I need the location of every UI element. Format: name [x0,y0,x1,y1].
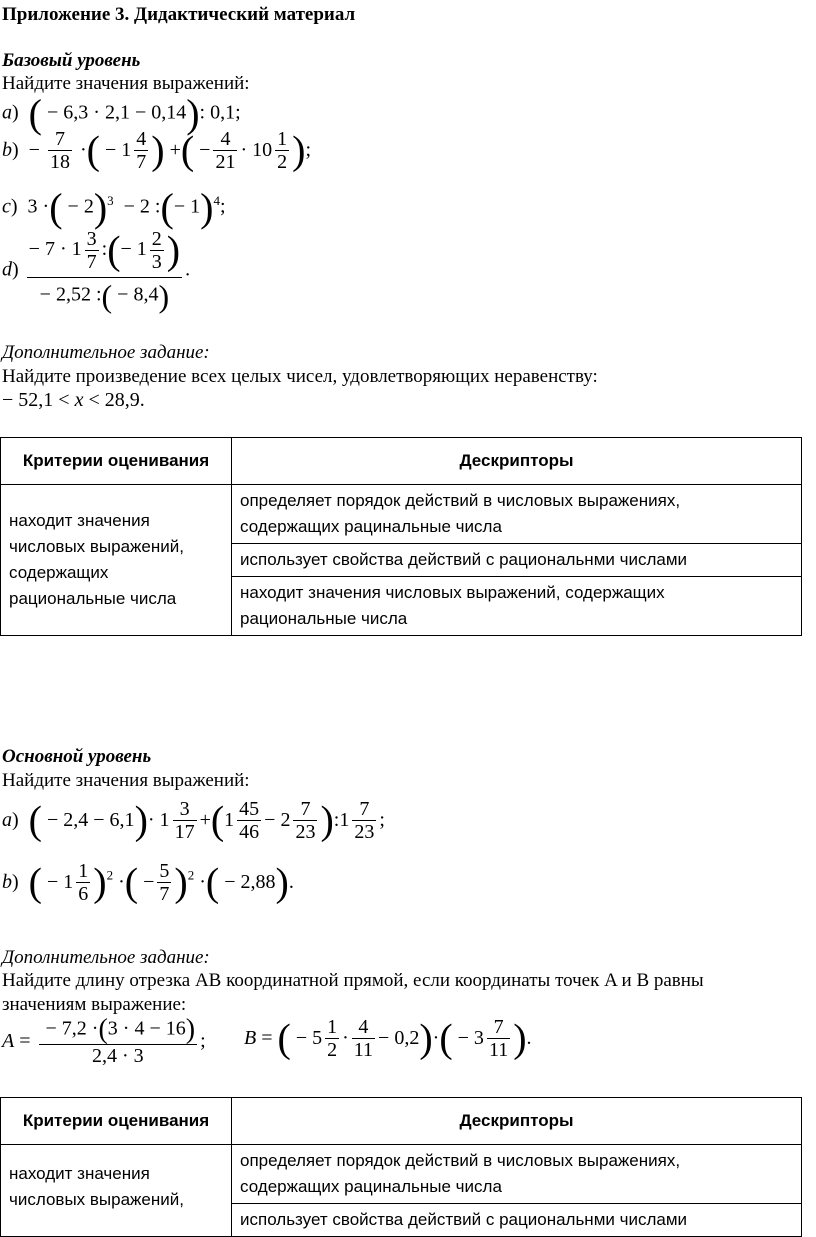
criterion-cell: находит значения числовых выражений, [1,1145,232,1237]
descriptors-header: Дескрипторы [232,438,802,485]
descriptor-cell: определяет порядок действий в числовых выражениях, содержащих рацинальные числа [232,485,802,544]
basic-expression-c: c) 3 ·( − 2)$^3$ − 2 :(− 1)$^4$; [2,185,226,230]
basic-inequality: − 52,1 < x < 28,9. [2,389,145,411]
descriptor-cell: находит значения числовых выражений, содержащих рациональные числа [232,577,802,636]
main-extra-label: Дополнительное задание: [2,947,210,968]
basic-expression-b: b) − $\frac{7}{18}$ ·( − 1 $\frac{4}{7}$ ) +( − $\frac{4}{21}$ · 10 $\frac{1}{2}$ ); [2,127,312,173]
basic-instruction: Найдите значения выражений: [2,73,250,94]
criteria-header: Критерии оценивания [1,438,232,485]
descriptor-cell: использует свойства действий с рациональнми числами [232,544,802,577]
descriptors-header: Дескрипторы [232,1098,802,1145]
criteria-header: Критерии оценивания [1,1098,232,1145]
basic-extra-task: Найдите произведение всех целых чисел, удовлетворяющих неравенству: [2,366,598,387]
criteria-table-main [0,1097,802,1237]
expression-B: B = ( − 5 $\frac{1}{2}$ · $\frac{4}{11}$ − 0,2)·( − 3 $\frac{7}{11}$ ). [244,1015,532,1061]
main-extra-task-line1: Найдите длину отрезка AB координатной прямой, если координаты точек A и B равны [2,970,704,991]
main-expression-b: b) ( − 1 $\frac{1}{6}$ )$^2$ ·( − $\frac{5}{7}$ )$^2$ ·( − 2,88). [2,859,294,905]
criteria-table-basic [0,437,802,636]
basic-level-heading: Базовый уровень [2,50,141,71]
descriptor-cell: использует свойства действий с рациональнми числами [232,1204,802,1237]
criterion-cell: находит значения числовых выражений, содержащих рациональные числа [1,485,232,636]
expression-A: A = $\frac{- 7,2 \cdot(3 \cdot 4 - 16)}{2,4 \cdot 3}$ ; [2,1014,206,1067]
basic-extra-label: Дополнительное задание: [2,342,210,363]
main-level-heading: Основной уровень [2,746,152,767]
main-extra-task-line2: значениям выражение: [2,994,187,1015]
main-expression-a: a) ( − 2,4 − 6,1)· 1 $\frac{3}{17}$ +(1 $\frac{45}{46}$ − 2 $\frac{7}{23}$ ):1 $\frac{7}{23}$ ; [2,797,385,843]
page-title: Приложение 3. Дидактический материал [2,4,356,25]
descriptor-cell: определяет порядок действий в числовых выражениях, содержащих рацинальные числа [232,1145,802,1204]
basic-expression-d: d) − 7 · 1 $\frac{3}{7}$ :(− 1 $\frac{2}{3}$ ) − 2,52 :( − 8,4) . [2,227,191,314]
main-instruction: Найдите значения выражений: [2,770,250,791]
basic-expression-a: a) ( − 6,3 · 2,1 − 0,14): 0,1; [2,91,241,136]
